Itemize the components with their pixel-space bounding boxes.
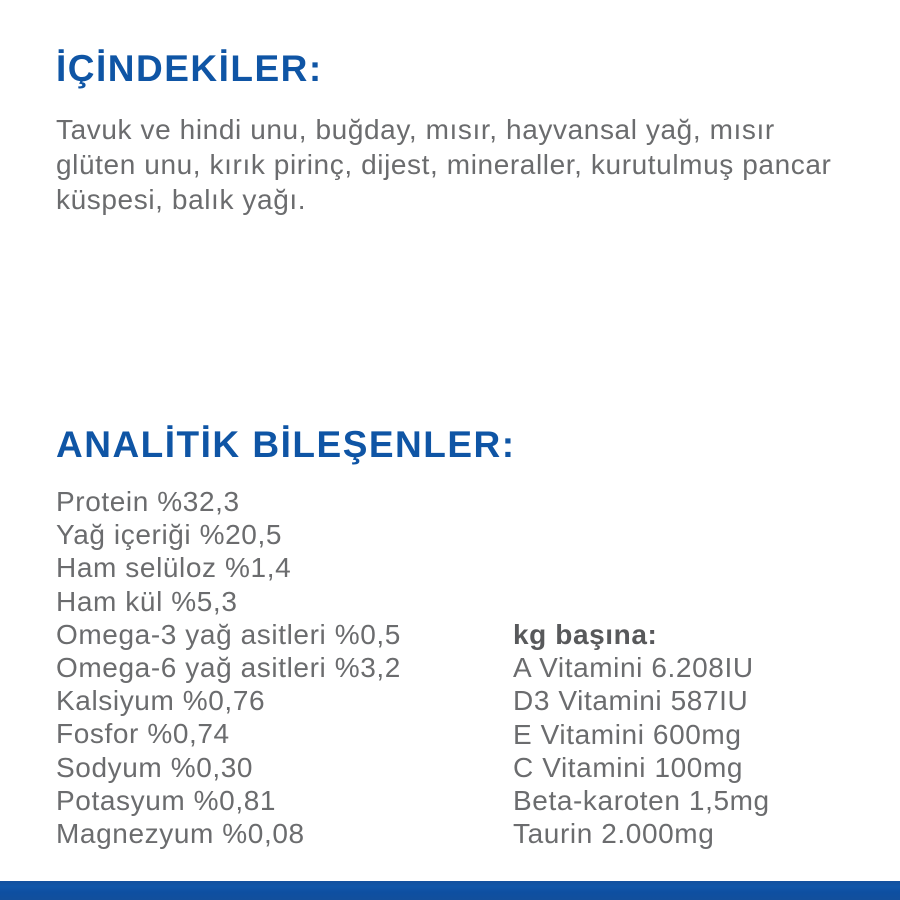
analytic-component-item: Ham kül %5,3	[56, 585, 238, 617]
analytic-component-item: Sodyum %0,30	[56, 751, 254, 783]
analytic-component-item: Kalsiyum %0,76	[56, 685, 266, 717]
footer-accent-bar	[0, 881, 900, 900]
analytic-component-item: Yağ içeriği %20,5	[56, 519, 283, 551]
per-kg-item: D3 Vitamini 587IU	[513, 685, 749, 717]
ingredients-text: Tavuk ve hindi unu, buğday, mısır, hayvansal yağ, mısır glüten unu, kırık pirinç, dijest, mineraller, kurutulmuş pancar küspesi, balık yağı.	[56, 114, 832, 215]
analytics-section-title: ANALİTİK BİLEŞENLER:	[56, 424, 516, 465]
ingredients-section-title: İÇİNDEKİLER:	[56, 48, 323, 89]
analytic-component-item: Omega-6 yağ asitleri %3,2	[56, 652, 401, 684]
per-kg-item: Taurin 2.000mg	[513, 818, 715, 850]
per-kg-item: A Vitamini 6.208IU	[513, 652, 754, 684]
per-kg-item: E Vitamini 600mg	[513, 718, 742, 750]
per-kg-block	[513, 618, 770, 850]
analytic-component-item: Fosfor %0,74	[56, 718, 230, 750]
analytic-components-list	[56, 485, 401, 850]
per-kg-title: kg başına:	[513, 619, 658, 650]
analytic-component-item: Protein %32,3	[56, 486, 240, 517]
analytic-component-item: Omega-3 yağ asitleri %0,5	[56, 618, 401, 650]
per-kg-list	[513, 651, 770, 850]
analytic-component-item: Potasyum %0,81	[56, 784, 277, 816]
per-kg-item: Beta-karoten 1,5mg	[513, 785, 770, 817]
analytic-component-item: Ham selüloz %1,4	[56, 552, 292, 584]
analytic-component-item: Magnezyum %0,08	[56, 818, 305, 850]
per-kg-item: C Vitamini 100mg	[513, 751, 744, 783]
